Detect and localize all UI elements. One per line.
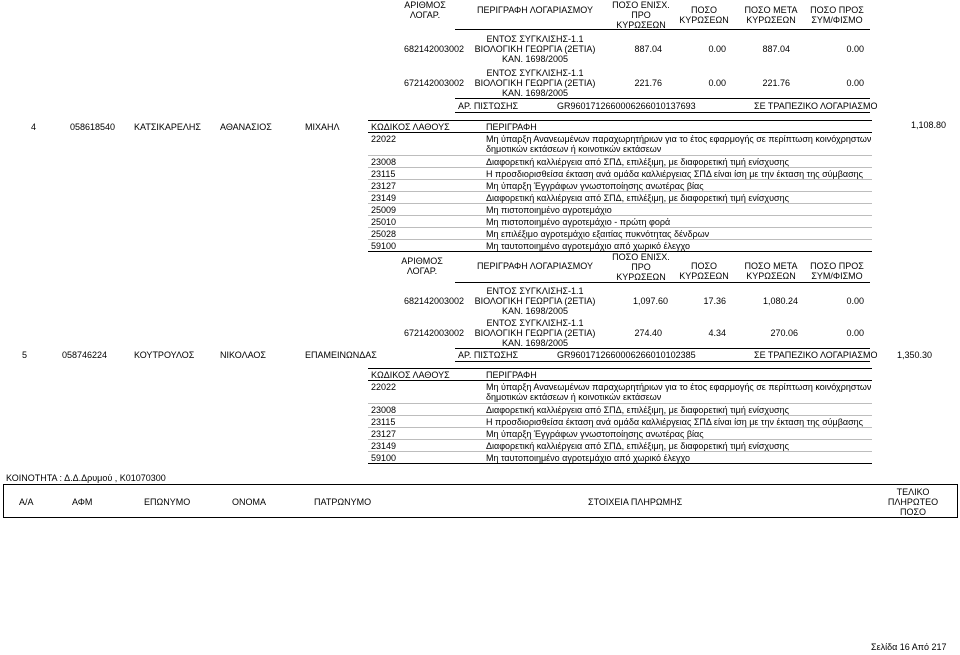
error-desc: Η προσδιορισθείσα έκταση ανά ομάδα καλλιέργειας ΣΠΔ είναι ίση με την έκταση της σύμβασης xyxy=(486,417,864,427)
col-header-after-cuts: ΠΟΣΟ ΜΕΤΑ ΚΥΡΩΣΕΩΝ xyxy=(744,5,798,25)
col-header-account-desc: ΠΕΡΙΓΡΑΦΗ ΛΟΓΑΡΙΑΣΜΟΥ xyxy=(477,5,593,15)
err-col-code: ΚΩΔΙΚΟΣ ΛΑΘΟΥΣ xyxy=(371,370,450,380)
error-desc: Διαφορετική καλλιέργεια από ΣΠΔ, επιλέξιμη, με διαφορετική τιμή ενίσχυσης xyxy=(486,157,789,167)
error-code: 22022 xyxy=(371,382,397,392)
account-number: 672142003002 xyxy=(404,78,465,88)
error-code: 23008 xyxy=(371,405,397,415)
error-code: 23127 xyxy=(371,429,397,439)
amount-pre-cuts: 274.40 xyxy=(634,328,662,338)
error-desc: Μη ύπαρξη Έγγράφων γνωστοποίησης ανωτέρας βίας xyxy=(486,181,704,191)
surname: ΚΟΥΤΡΟΥΛΟΣ xyxy=(134,350,195,360)
amount-after-cuts: 221.76 xyxy=(762,78,790,88)
amount-to-offset: 0.00 xyxy=(846,44,864,54)
amount-to-offset: 0.00 xyxy=(846,78,864,88)
account-number: 672142003002 xyxy=(404,328,465,338)
col-payment-details: ΣΤΟΙΧΕΙΑ ΠΛΗΡΩΜΗΣ xyxy=(588,497,683,507)
amount-pre-cuts: 221.76 xyxy=(634,78,662,88)
footer-table-header xyxy=(3,484,958,518)
col-header-cuts: ΠΟΣΟ ΚΥΡΩΣΕΩΝ xyxy=(679,5,729,25)
amount-to-offset: 0.00 xyxy=(846,328,864,338)
error-code: 22022 xyxy=(371,134,397,144)
amount-cuts: 0.00 xyxy=(708,44,726,54)
amount-cuts: 17.36 xyxy=(703,296,726,306)
col-header-account-desc: ΠΕΡΙΓΡΑΦΗ ΛΟΓΑΡΙΑΣΜΟΥ xyxy=(477,261,593,271)
error-code: 23115 xyxy=(371,169,396,179)
error-desc: Μη ύπαρξη Έγγράφων γνωστοποίησης ανωτέρας βίας xyxy=(486,429,704,439)
error-code: 25009 xyxy=(371,205,397,215)
account-desc: ΕΝΤΟΣ ΣΥΓΚΛΙΣΗΣ-1.1 ΒΙΟΛΟΓΙΚΗ ΓΕΩΡΓΙΑ (2ΕΤΙΑ) ΚΑΝ. 1698/2005 xyxy=(474,318,596,348)
father-name: ΕΠΑΜΕΙΝΩΝΔΑΣ xyxy=(305,350,377,360)
error-desc: Μη ύπαρξη Ανανεωμένων παραχωρητήριων για το έτος εφαρμογής σε περίπτωση κοινόχρηστων δημοτικών εκτάσεων ή κοινοτικών εκτάσεων xyxy=(486,382,872,402)
col-header-account-no: ΑΡΙΘΜΟΣ ΛΟΓΑΡ. xyxy=(401,256,443,276)
error-code: 23008 xyxy=(371,157,397,167)
err-col-desc: ΠΕΡΙΓΡΑΦΗ xyxy=(486,122,537,132)
col-header-account-no: ΑΡΙΘΜΟΣ ΛΟΓΑΡ. xyxy=(404,0,446,20)
error-code: 25028 xyxy=(371,229,397,239)
iban-value: GR9601712660006266010102385 xyxy=(557,350,696,360)
error-code: 23115 xyxy=(371,417,396,427)
error-desc: Μη πιστοποιημένο αγροτεμάχιο - πρώτη φορά xyxy=(486,217,671,227)
amount-cuts: 0.00 xyxy=(708,78,726,88)
error-code: 59100 xyxy=(371,241,397,251)
first-name: ΝΙΚΟΛΑΟΣ xyxy=(220,350,266,360)
seq-number: 4 xyxy=(31,122,37,132)
col-header-to-offset: ΠΟΣΟ ΠΡΟΣ ΣΥΜ/ΦΙΣΜΟ xyxy=(810,5,864,25)
final-amount: 1,108.80 xyxy=(910,120,946,130)
bank-account-label: ΣΕ ΤΡΑΠΕΖΙΚΟ ΛΟΓΑΡΙΑΣΜΟ xyxy=(754,101,878,111)
col-header-pre-cuts: ΠΟΣΟ ΕΝΙΣΧ. ΠΡΟ ΚΥΡΩΣΕΩΝ xyxy=(612,252,670,282)
col-header-after-cuts: ΠΟΣΟ ΜΕΤΑ ΚΥΡΩΣΕΩΝ xyxy=(744,261,798,281)
error-code: 23149 xyxy=(371,441,397,451)
error-desc: Μη ταυτοποιημένο αγροτεμάχιο από χωρικό έλεγχο xyxy=(486,241,690,251)
page-number: Σελίδα 16 Από 217 xyxy=(871,642,947,652)
final-amount: 1,350.30 xyxy=(896,350,932,360)
error-desc: Μη επιλέξιμο αγροτεμάχιο εξαιτίας πυκνότητας δένδρων xyxy=(486,229,710,239)
community-label: ΚΟΙΝΟΤΗΤΑ : Δ.Δ.Δρυμού , Κ01070300 xyxy=(6,473,166,483)
error-desc: Διαφορετική καλλιέργεια από ΣΠΔ, επιλέξιμη, με διαφορετική τιμή ενίσχυσης xyxy=(486,441,789,451)
account-number: 682142003002 xyxy=(404,44,465,54)
account-desc: ΕΝΤΟΣ ΣΥΓΚΛΙΣΗΣ-1.1 ΒΙΟΛΟΓΙΚΗ ΓΕΩΡΓΙΑ (2ΕΤΙΑ) ΚΑΝ. 1698/2005 xyxy=(474,286,596,316)
iban-label: ΑΡ. ΠΙΣΤΩΣΗΣ xyxy=(458,350,519,360)
error-desc: Μη ταυτοποιημένο αγροτεμάχιο από χωρικό έλεγχο xyxy=(486,453,690,463)
error-code: 59100 xyxy=(371,453,397,463)
amount-after-cuts: 887.04 xyxy=(762,44,790,54)
error-desc: Διαφορετική καλλιέργεια από ΣΠΔ, επιλέξιμη, με διαφορετική τιμή ενίσχυσης xyxy=(486,193,789,203)
err-col-desc: ΠΕΡΙΓΡΑΦΗ xyxy=(486,370,537,380)
amount-after-cuts: 270.06 xyxy=(770,328,798,338)
account-desc: ΕΝΤΟΣ ΣΥΓΚΛΙΣΗΣ-1.1 ΒΙΟΛΟΓΙΚΗ ΓΕΩΡΓΙΑ (2ΕΤΙΑ) ΚΑΝ. 1698/2005 xyxy=(474,68,596,98)
err-col-code: ΚΩΔΙΚΟΣ ΛΑΘΟΥΣ xyxy=(371,122,450,132)
afm: 058618540 xyxy=(70,122,116,132)
amount-pre-cuts: 887.04 xyxy=(634,44,662,54)
amount-cuts: 4.34 xyxy=(708,328,726,338)
col-name: ΟΝΟΜΑ xyxy=(232,497,267,507)
error-code: 23149 xyxy=(371,193,397,203)
col-header-cuts: ΠΟΣΟ ΚΥΡΩΣΕΩΝ xyxy=(679,261,729,281)
error-code: 23127 xyxy=(371,181,397,191)
surname: ΚΑΤΣΙΚΑΡΕΛΗΣ xyxy=(134,122,201,132)
account-number: 682142003002 xyxy=(404,296,465,306)
seq-number: 5 xyxy=(22,350,28,360)
error-desc: Μη πιστοποιημένο αγροτεμάχιο xyxy=(486,205,612,215)
father-name: ΜΙΧΑΗΛ xyxy=(305,122,340,132)
col-seq: Α/Α xyxy=(19,497,34,507)
error-desc: Η προσδιορισθείσα έκταση ανά ομάδα καλλιέργειας ΣΠΔ είναι ίση με την έκταση της σύμβασης xyxy=(486,169,864,179)
first-name: ΑΘΑΝΑΣΙΟΣ xyxy=(220,122,272,132)
col-header-to-offset: ΠΟΣΟ ΠΡΟΣ ΣΥΜ/ΦΙΣΜΟ xyxy=(810,261,864,281)
col-header-pre-cuts: ΠΟΣΟ ΕΝΙΣΧ. ΠΡΟ ΚΥΡΩΣΕΩΝ xyxy=(612,0,670,30)
iban-label: ΑΡ. ΠΙΣΤΩΣΗΣ xyxy=(458,101,519,111)
afm: 058746224 xyxy=(62,350,108,360)
iban-value: GR9601712660006266010137693 xyxy=(557,101,696,111)
error-code: 25010 xyxy=(371,217,397,227)
account-desc: ΕΝΤΟΣ ΣΥΓΚΛΙΣΗΣ-1.1 ΒΙΟΛΟΓΙΚΗ ΓΕΩΡΓΙΑ (2ΕΤΙΑ) ΚΑΝ. 1698/2005 xyxy=(474,34,596,64)
amount-pre-cuts: 1,097.60 xyxy=(632,296,668,306)
col-afm: ΑΦΜ xyxy=(72,497,93,507)
amount-to-offset: 0.00 xyxy=(846,296,864,306)
col-final-amount: ΤΕΛΙΚΟ ΠΛΗΡΩΤΕΟ ΠΟΣΟ xyxy=(887,487,939,517)
amount-after-cuts: 1,080.24 xyxy=(762,296,798,306)
col-surname: ΕΠΩΝΥΜΟ xyxy=(144,497,191,507)
col-father: ΠΑΤΡΩΝΥΜΟ xyxy=(314,497,372,507)
error-desc: Διαφορετική καλλιέργεια από ΣΠΔ, επιλέξιμη, με διαφορετική τιμή ενίσχυσης xyxy=(486,405,789,415)
error-desc: Μη ύπαρξη Ανανεωμένων παραχωρητήριων για το έτος εφαρμογής σε περίπτωση κοινόχρηστων δημοτικών εκτάσεων ή κοινοτικών εκτάσεων xyxy=(486,134,872,154)
bank-account-label: ΣΕ ΤΡΑΠΕΖΙΚΟ ΛΟΓΑΡΙΑΣΜΟ xyxy=(754,350,878,360)
